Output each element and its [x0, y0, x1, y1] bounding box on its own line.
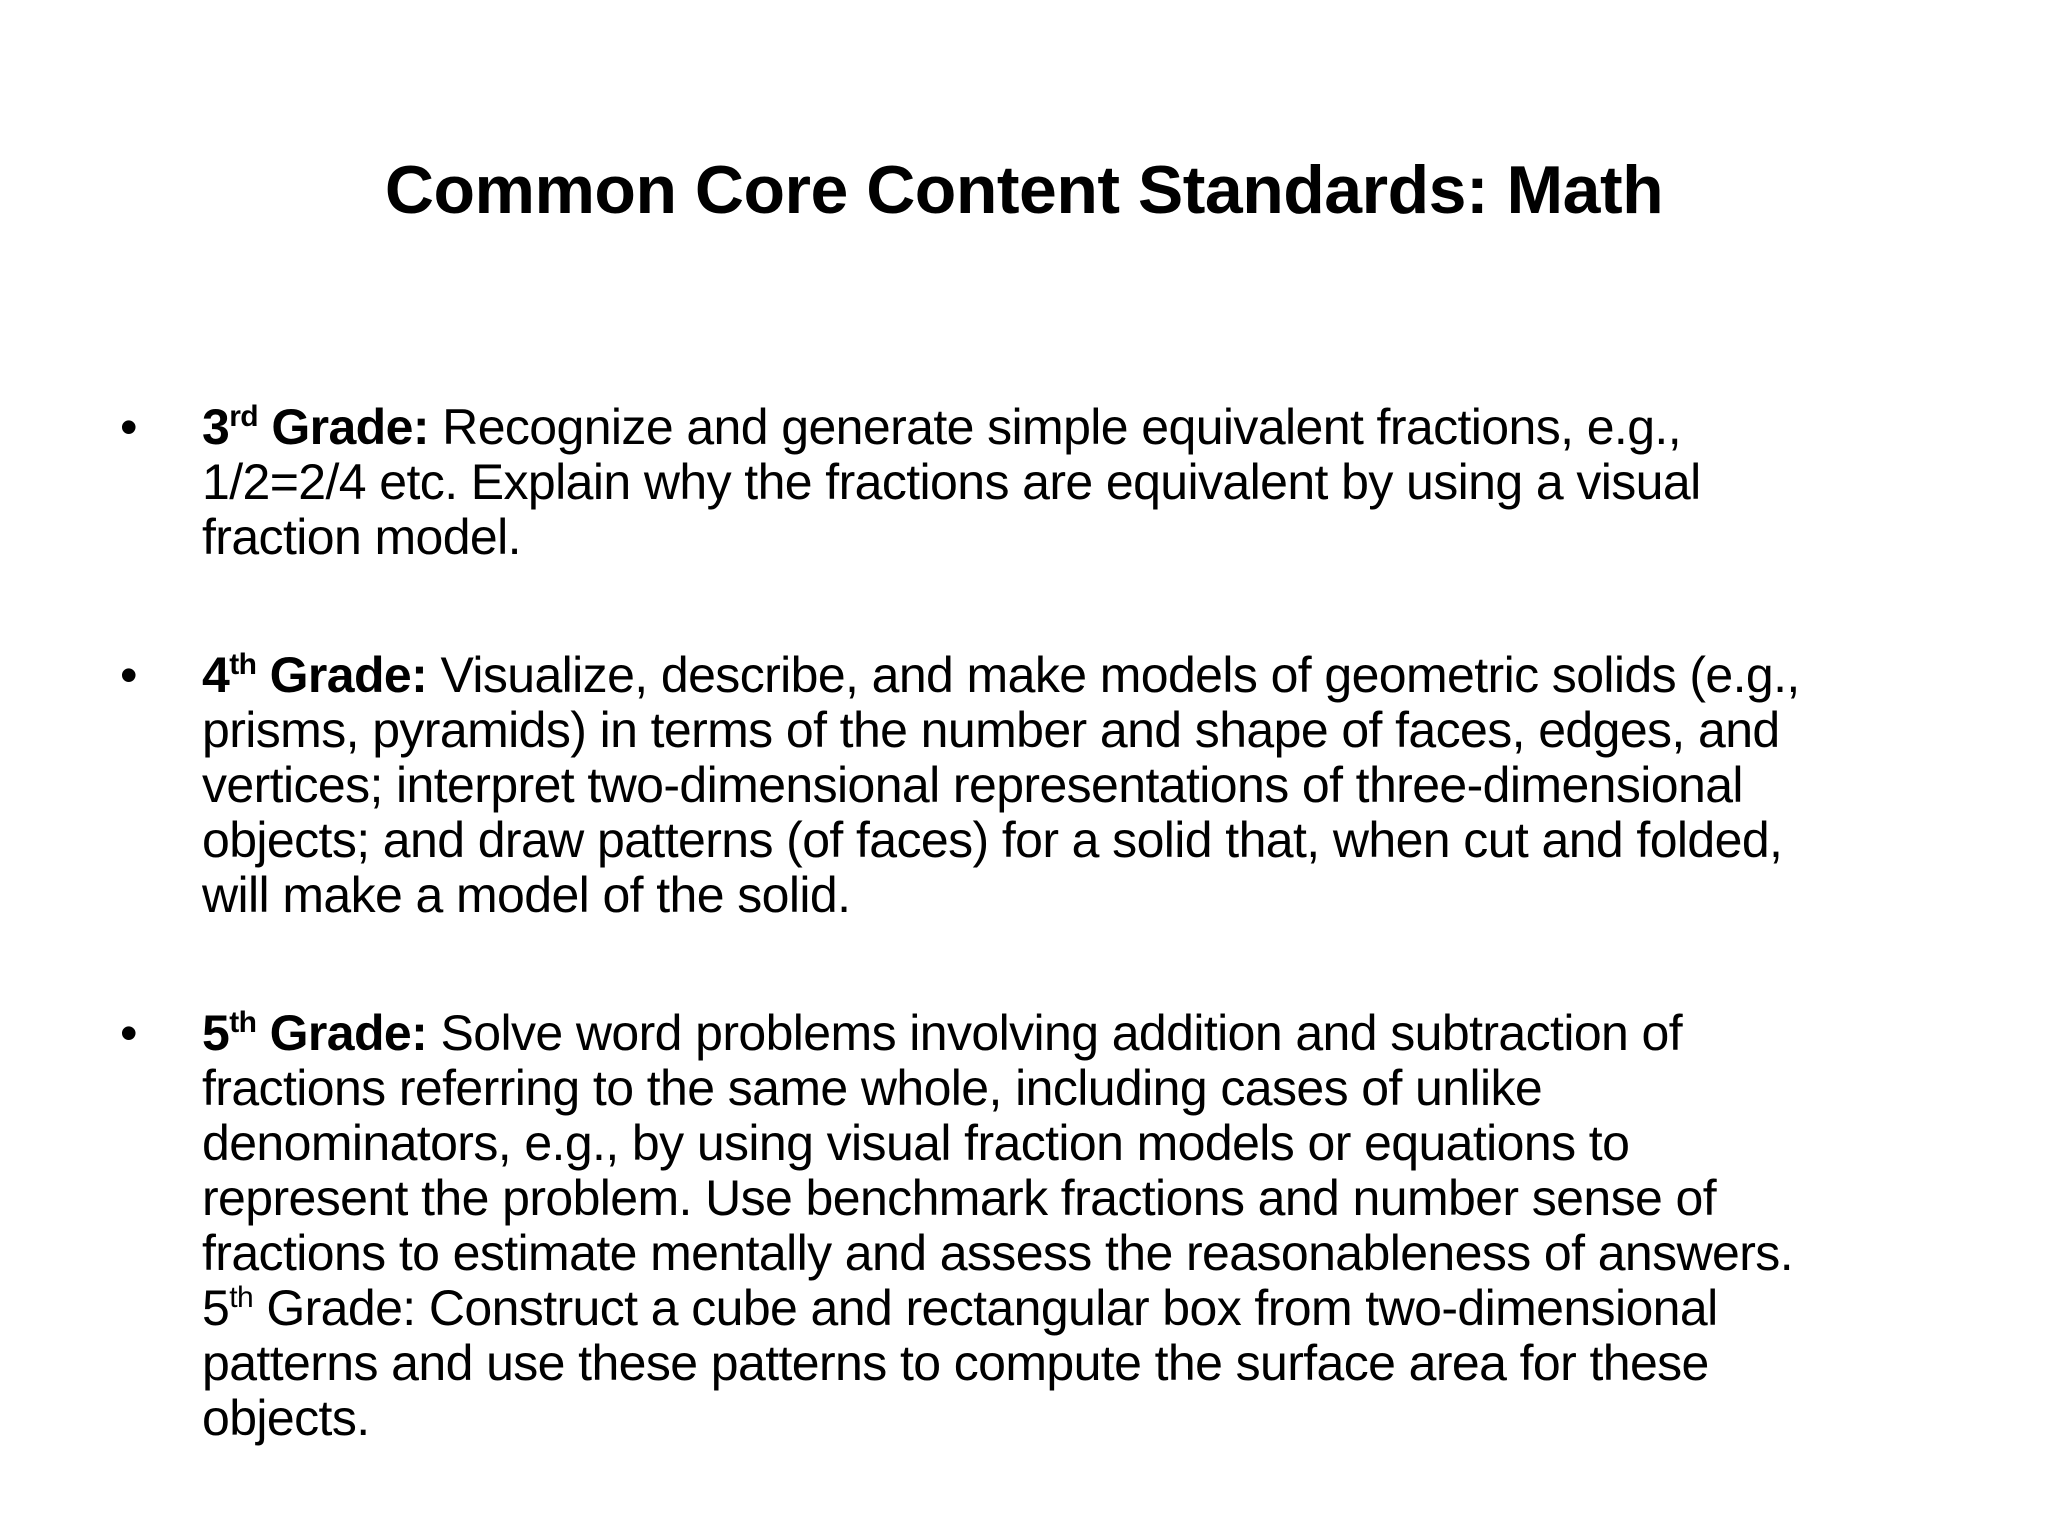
bullet-line: will make a model of the solid. [202, 867, 851, 923]
bullet-line [202, 400, 1922, 455]
bullet-line-text: Visualize, describe, and make models of geometric solids (e.g., [427, 647, 1800, 703]
bullet-dot-icon: • [120, 399, 138, 455]
grade-ordinal: th [229, 1281, 254, 1314]
bullet-line: patterns and use these patterns to compute the surface area for these [202, 1335, 1709, 1391]
bullet-line: denominators, e.g., by using visual fraction models or equations to [202, 1115, 1630, 1171]
grade-label [202, 1005, 427, 1061]
grade-number: 3 [202, 399, 230, 455]
bullet-dot-icon: • [120, 647, 138, 703]
bullet-line [202, 1006, 1922, 1061]
bullet-line: fractions referring to the same whole, including cases of unlike [202, 1060, 1543, 1116]
grade-word: Grade: [256, 647, 428, 703]
slide-title: Common Core Content Standards: Math [384, 152, 1664, 228]
grade-ordinal: th [229, 648, 257, 681]
bullet-line: represent the problem. Use benchmark fractions and number sense of [202, 1170, 1716, 1226]
grade-word: Grade: [256, 1005, 428, 1061]
bullet-line: 1/2=2/4 etc. Explain why the fractions are equivalent by using a visual [202, 454, 1701, 510]
bullet-line-text: Solve word problems involving addition and subtraction of [427, 1005, 1683, 1061]
grade-number: 5 [202, 1280, 230, 1336]
bullet-text [202, 400, 1922, 565]
grade-ordinal: rd [229, 400, 259, 433]
bullet-line: prisms, pyramids) in terms of the number and shape of faces, edges, and [202, 702, 1780, 758]
bullet-line [202, 1281, 1922, 1336]
bullet-line: objects; and draw patterns (of faces) for a solid that, when cut and folded, [202, 812, 1783, 868]
grade-label [202, 647, 427, 703]
bullet-text [202, 648, 1922, 923]
bullet-line [202, 648, 1922, 703]
bullet-line: fraction model. [202, 509, 521, 565]
grade-number: 4 [202, 647, 230, 703]
bullet-line-text: Recognize and generate simple equivalent fractions, e.g., [428, 399, 1681, 455]
bullet-line: fractions to estimate mentally and assess the reasonableness of answers. [202, 1225, 1793, 1281]
grade-number: 5 [202, 1005, 230, 1061]
bullet-text [202, 1006, 1922, 1446]
grade-label [202, 399, 429, 455]
grade-word: Grade: [258, 399, 429, 455]
grade-ordinal: th [229, 1006, 257, 1039]
bullet-line-text: Grade: Construct a cube and rectangular box from two-dimensional [253, 1280, 1718, 1336]
bullet-dot-icon: • [120, 1005, 138, 1061]
bullet-line: objects. [202, 1390, 370, 1446]
bullet-line: vertices; interpret two-dimensional representations of three-dimensional [202, 757, 1743, 813]
